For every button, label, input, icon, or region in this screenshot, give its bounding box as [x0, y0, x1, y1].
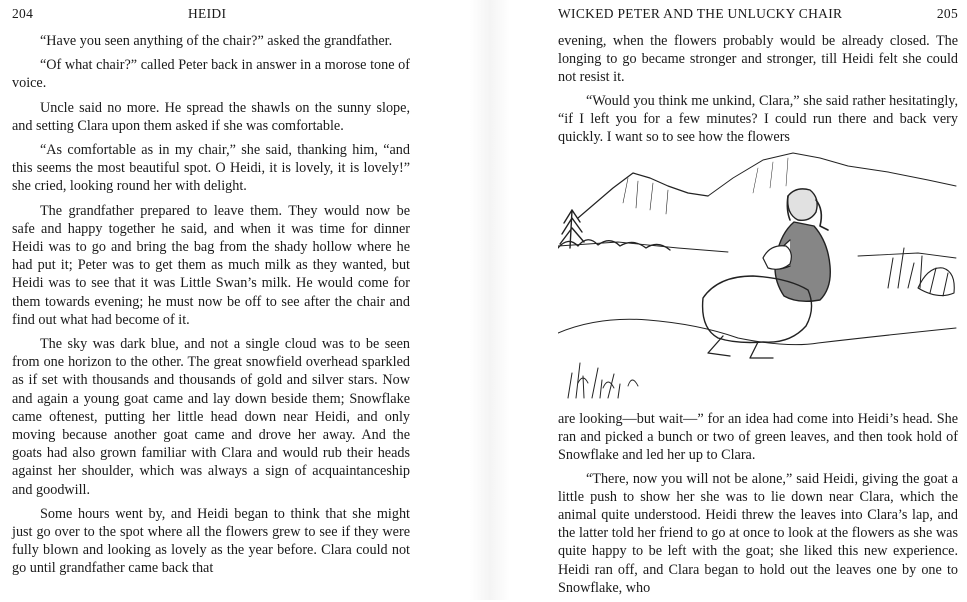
left-page: [12, 0, 410, 577]
mountain-outline: [708, 153, 956, 196]
right-page: [558, 0, 958, 596]
left-page-header: [12, 0, 410, 22]
illustration-girl-with-goat: [558, 148, 958, 403]
goat-leg: [708, 336, 773, 358]
flowers: [578, 378, 638, 388]
right-page-text-bottom: [558, 410, 958, 602]
girl-head: [788, 189, 817, 220]
grass: [568, 363, 620, 398]
right-page-header: [558, 0, 958, 22]
paragraph: Some hours went by, and Heidi began to think that she might just go over to the spot where all the flowers grew to see if they were fully blown and looking as lovely as the year before. Clara could not go until grandfather came back that: [12, 505, 410, 577]
ground: [558, 319, 956, 344]
left-page-number: 204: [12, 6, 34, 21]
paragraph: “As comfortable as in my chair,” she said, thanking him, “and this seems the most beautiful spot. O Heidi, it is lovely, it is lovely!” she cried, looking round her with delight.: [12, 142, 410, 195]
paragraph: are looking—but wait—” for an idea had come into Heidi’s head. She ran and picked a bunch or two of green leaves, and then took hold of Snowflake and led her up to Clara.: [558, 411, 958, 464]
goat-kid: [763, 246, 791, 270]
paragraph: The sky was dark blue, and not a single cloud was to be seen from one horizon to the other. The great snowfield overhead sparkled as if set with thousands and thousands of gold and silver stars. Now and again a young goat came and lay down beside them; Snowflake came oftenest, putting her little head down near Heidi, and only moving because another goat came and drove her away. And the goats had also grown familiar with Clara and would rub their heads against her shoulder, which was always a sign of acquaintanceship and goodwill.: [12, 336, 410, 498]
paragraph: Uncle said no more. He spread the shawls on the sunny slope, and setting Clara upon them asked if she was comfortable.: [12, 99, 410, 134]
right-page-number: 205: [936, 6, 958, 21]
paragraph: “Of what chair?” called Peter back in answer in a morose tone of voice.: [12, 57, 410, 92]
left-running-title: HEIDI: [188, 6, 227, 21]
book-gutter: [470, 0, 510, 600]
paragraph: The grandfather prepared to leave them. They would now be safe and happy together he said, and when it was time for dinner Heidi was to go and bring the bag from the shady hollow where he had put it; Peter was to get them as much milk as they wanted, but Heidi was to see that it was Little Swan’s milk. He would come for them towards evening; he must now be off to see after the chair and find out what had become of it.: [12, 202, 410, 328]
paragraph: “There, now you will not be alone,” said Heidi, giving the goat a little push to show her she was to lie down near Clara, which the animal quite understood. Heidi threw the leaves into Clara’s lap, and the latter told her friend to go at once to look at the flowers as she was quite happy to be left with the goat; she liked this new experience. Heidi ran off, and Clara began to hold out the leaves one by one to Snowflake, who: [558, 470, 958, 596]
left-page-text: [12, 32, 410, 584]
paragraph: “Would you think me unkind, Clara,” she said rather hesitatingly, “if I left you for a few minutes? I could run there and back very quickly. I want so to see how the flowers: [558, 92, 958, 146]
right-running-title: WICKED PETER AND THE UNLUCKY CHAIR: [558, 6, 843, 21]
rock: [918, 268, 954, 296]
grass: [888, 248, 948, 296]
paragraph: evening, when the flowers probably would be already closed. The longing to go became stronger and stronger, till Heidi felt she could not resist it.: [558, 33, 958, 86]
mountain-outline: [578, 173, 708, 218]
right-page-text-top: [558, 32, 958, 151]
paragraph: “Have you seen anything of the chair?” asked the grandfather.: [40, 33, 393, 49]
